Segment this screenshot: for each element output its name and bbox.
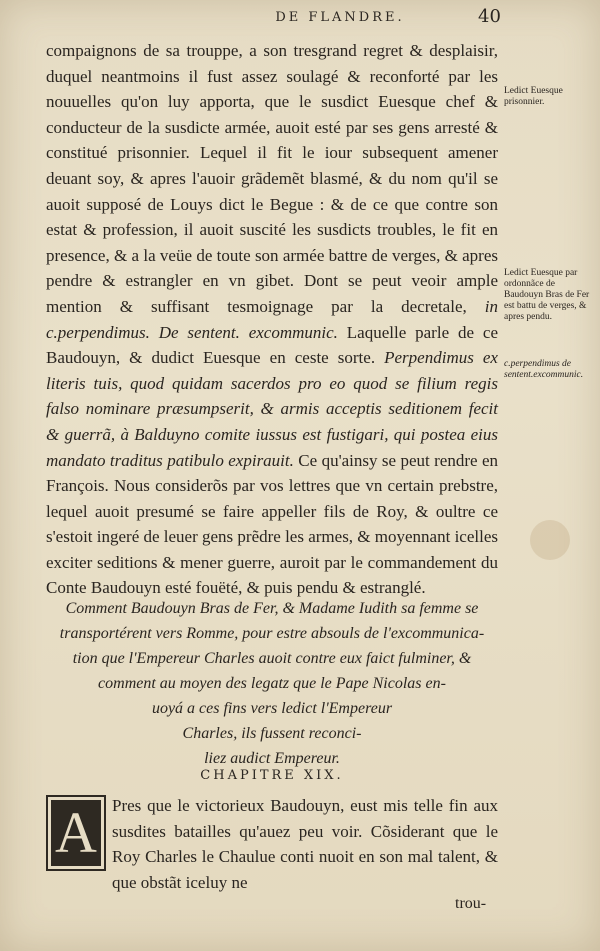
chapter-heading: CHAPITRE XIX. [200,768,344,783]
summary-line: tion que l'Empereur Charles auoit contre eux faict fulminer, & [72,650,472,667]
chapter-paragraph [46,793,498,895]
catchword: trou- [455,895,487,912]
summary-line: comment au moyen des legatz que le Pape Nicolas en- [98,675,446,692]
margin-note: Ledict Euesque prisonnier. [504,86,563,107]
margin-note: Ledict Euesque par ordonnãce de Baudouyn Bras de Fer est battu de verges, & apres pendu. [504,268,590,322]
margin-note-citation: c.perpendimus de sentent.excommunic. [504,359,584,380]
summary-line: liez audict Empereur. [204,750,340,767]
summary-line: Comment Baudouyn Bras de Fer, & Madame Iudith sa femme se [65,600,479,617]
summary-line: transportérent vers Romme, pour estre absouls de l'excommunica- [59,625,485,642]
decorated-initial: A [46,795,106,871]
main-paragraph [46,38,498,601]
paragraph-text: Ce qu'ainsy se peut rendre en François. Nous considerõs par vos lettres que vn certain prebstre, lequel auoit presumé se faire appeller fils de Roy, & oultre ce s'estoit ingeré de leuer gens prẽdre les armes, & moyennant icelles exciter seditions & mener guerre, auroit par le commandement du Conte Baudouyn esté fouëté, & puis pendu & estranglé. [46,450,498,598]
paragraph-text: Laquelle parle de ce Baudouyn, & dudict Euesque en ceste sorte. [46,322,498,368]
summary-line: Charles, ils fussent reconci- [182,725,362,742]
latin-quotation: Perpendimus ex literis tuis, quod quidam sacerdos pro eo quod se filium regis falso nominare præsumpserit, & armis acceptis seditionem fecit & guerrã, à Balduyno comite iussus est fustigari, qui postea eius mandato traditus patibulo expirauit. [46,348,498,470]
chapter-text: Pres que le victorieux Baudouyn, eust mis telle fin aux susdites batailles qu'auez peu voir. Cõsiderant que le Roy Charles le Chaulue conti nuoit en son mal talent, & que obstãt iceluy ne [112,796,498,892]
margin-note [504,359,596,381]
paper-stain [530,520,570,560]
paragraph-text: compaignons de sa trouppe, a son tresgrand regret & desplaisir, duquel neantmoins il fust assez soulagé & reconforté par les nouuelles qu'on luy apporta, que le susdict Euesque chef & conducteur de la susdicte armée, auoit esté par ses gens arresté & constitué prisonnier. Lequel il fit le iour subsequent amener deuant soy, & apres l'auoir grãdemẽt blasmé, & du nom qu'il se auoit supposé de Louys dict le Begue : & de ce que contre son estat & profession, il auoit suscité les susdicts troubles, le fit en presence, & a la veüe de toute son armée battre de verges, & apres pendre & estrangler en vn gibet. Dont se peut veoir ample mention & suffisant tesmoignage par la decretale, [46,41,498,316]
decretal-citation: in c.perpendimus. De sentent. excommunic. [46,296,498,342]
page-number: 40 [478,6,501,27]
running-head: DE FLANDRE. [275,10,405,25]
summary-line: uoyá a ces fins vers ledict l'Empereur [151,700,393,717]
chapter-summary [46,596,498,771]
